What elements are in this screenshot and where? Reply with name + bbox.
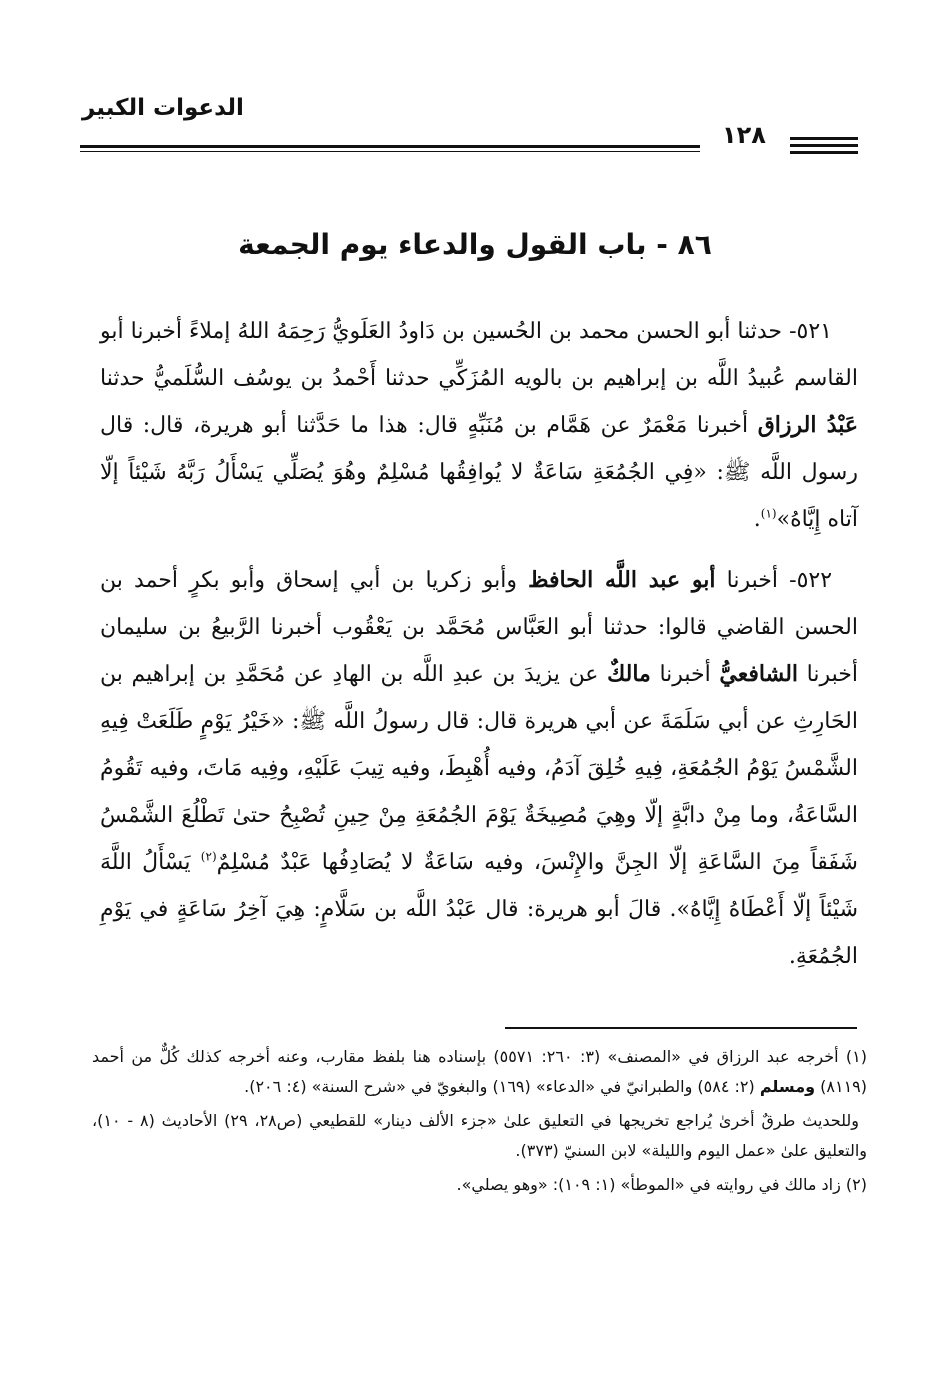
narrator-name: عَبْدُ الرزاق <box>757 412 859 438</box>
narrator-name: أبو عبد اللَّه الحافظ <box>528 567 716 593</box>
hadith-522 <box>100 557 858 980</box>
hadith-text: حدثنا أبو الحسن محمد بن الحُسين بن دَاودُ العَلَويُّ رَحِمَهُ اللهُ إملاءً أخبرنا أبو القاسم عُبيدُ اللَّه بن إبراهيم بن بالويه المُزَكِّي حدثنا أَحْمدُ بن يوسُف السُّلَميُّ حدثنا <box>100 319 858 391</box>
running-header <box>72 95 862 165</box>
footnote-1-continued <box>92 1106 867 1166</box>
footnotes <box>92 1042 867 1204</box>
narrator-name: الشافعيُّ <box>719 661 799 687</box>
footnote-ref[interactable]: (٢) <box>200 849 217 864</box>
hadith-text: أخبرنا <box>715 568 790 593</box>
hadith-text: وأبو زكريا بن أبي إسحاق وأبو بكرٍ أحمد بن الحسن القاضي قالوا: حدثنا أبو العَبَّاس مُحَمَّد بن يَعْقُوب أخبرنا الرَّبيعُ بن سليمان أخبرنا <box>100 568 858 687</box>
footnote-2 <box>92 1170 867 1200</box>
footnote-text: (٢) زاد مالك في روايته في «الموطأ» (١: ١٠٩): «وهو يصلي». <box>456 1175 867 1194</box>
narrator-name: مالكٌ <box>607 661 651 687</box>
hadith-text: . <box>753 507 761 532</box>
book-title: الدعوات الكبير <box>82 95 244 121</box>
header-rule-thin <box>80 151 700 152</box>
footnote-bold: ومسلم <box>759 1077 816 1096</box>
header-rule <box>80 145 700 148</box>
page-number-ornament <box>790 137 858 158</box>
footnote-1 <box>92 1042 867 1102</box>
chapter-heading: ٨٦ - باب القول والدعاء يوم الجمعة <box>238 228 712 261</box>
hadith-number: ٥٢٢- <box>789 568 833 593</box>
main-text <box>100 308 858 994</box>
footnote-text: وللحديث طرقٌ أخرىٰ يُراجع تخريجها في التعليق علىٰ «جزء الألف دينار» للقطيعي (ص٢٨، ٢٩) الأحاديث (٨ - ١٠)، والتعليق علىٰ «عمل اليوم والليلة» لابن السنيّ (٣٧٣). <box>92 1111 867 1160</box>
footnote-ref[interactable]: (١) <box>760 506 777 521</box>
hadith-521 <box>100 308 858 543</box>
hadith-text: عن يزيدَ بن عبدِ اللَّه بن الهادِ عن مُحَمَّدِ بن إبراهيم بن الحَارِثِ عن أبي سَلَمَةَ عن أبي هريرة قال: قال رسولُ اللَّه ﷺ: «خَيْرُ يَوْمٍ طَلَعَتْ فِيهِ الشَّمْسُ يَوْمُ الجُمُعَةِ، فِيهِ خُلِقَ آدَمُ، وفيه أُهْبِطَ، وفيه تِيبَ عَلَيْهِ، وفِيه مَاتَ، وفيه تَقُومُ السَّاعَةُ، وما مِنْ دابَّةٍ إلّا وهِيَ مُصِيخَةٌ يَوْمَ الجُمُعَةِ مِنْ حِينِ تُصْبِحُ حتىٰ تَطْلُعَ الشَّمْسُ شَفَقاً مِنَ السَّاعَةِ إلّا الجِنَّ والإِنْسَ، وفيه سَاعَةٌ لا يُصَادِفُها عَبْدٌ مُسْلِمٌ <box>100 662 858 875</box>
footnote-text: (١) أخرجه عبد الرزاق في «المصنف» (٣: ٢٦٠: ٥٥٧١) بإسناده هنا بلفظ مقارب، وعنه أخرجه كذلك كُلٌّ من أحمد (٨١١٩) <box>92 1047 867 1096</box>
hadith-text: أخبرنا مَعْمَرٌ عن هَمَّام بن مُنَبِّهٍ قال: هذا ما حَدَّثنا أبو هريرة، قال: قال رسول اللَّه ﷺ: «فِي الجُمُعَةِ سَاعَةٌ لا يُوافِقُها مُسْلِمٌ وهُوَ يُصَلِّي يَسْأَلُ رَبَّهُ شَيْئاً إلّا آتاه إِيَّاهُ» <box>100 413 858 532</box>
footnote-text: (٢: ٥٨٤) والطبرانيّ في «الدعاء» (١٦٩) والبغويّ في «شرح السنة» (٤: ٢٠٦). <box>244 1077 760 1096</box>
page-number: ١٢٨ <box>722 121 766 149</box>
hadith-text: أخبرنا <box>650 662 720 687</box>
hadith-number: ٥٢١- <box>789 319 832 344</box>
hadith-text: يَسْأَلُ اللَّهَ شَيْئاً إلّا أَعْطَاهُ إِيَّاهُ». قالَ أبو هريرة: قال عَبْدُ اللَّه بن سَلَّامٍ: هِيَ آخِرُ سَاعَةٍ في يَوْمِ الجُمُعَةِ. <box>100 850 858 969</box>
footnote-separator <box>505 1027 857 1029</box>
